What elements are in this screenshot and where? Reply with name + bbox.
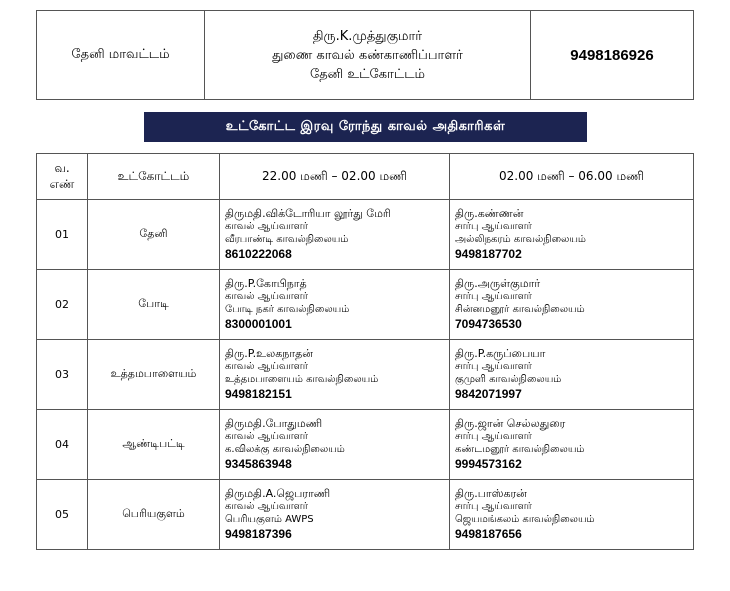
officer-rank: சார்பு ஆய்வாளர் (455, 361, 532, 372)
table-row (37, 200, 694, 270)
officer-phone: 9994573162 (455, 457, 522, 471)
officer-rank: காவல் ஆய்வாளர் (225, 431, 308, 442)
table-row (37, 340, 694, 410)
shift2-officer (450, 270, 694, 340)
col-shift1-header: 22.00 மணி – 02.00 மணி (220, 154, 450, 200)
officer-name: திரு.ஜான் செல்லதுரை (455, 417, 566, 430)
dsp-division: தேனி உட்கோட்டம் (309, 66, 425, 82)
shift1-officer (220, 270, 450, 340)
district-name: தேனி மாவட்டம் (37, 11, 205, 100)
officer-phone: 9498187702 (455, 247, 522, 261)
row-division: ஆண்டிபட்டி (88, 410, 220, 480)
officer-name: திரு.அருள்குமார் (455, 277, 541, 290)
night-patrol-banner: உட்கோட்ட இரவு ரோந்து காவல் அதிகாரிகள் (144, 112, 587, 142)
dsp-phone: 9498186926 (531, 11, 694, 100)
shift1-officer (220, 340, 450, 410)
shift2-officer (450, 340, 694, 410)
row-division: பெரியகுளம் (88, 480, 220, 550)
officer-station: பெரியகுளம் AWPS (225, 514, 314, 525)
officer-name: திரு.கண்ணன் (455, 207, 524, 220)
officer-station: சின்னமனூர் காவல்நிலையம் (455, 304, 585, 315)
officer-station: கண்டமனூர் காவல்நிலையம் (455, 444, 585, 455)
shift1-officer (220, 480, 450, 550)
officer-station: அல்லிநகரம் காவல்நிலையம் (455, 234, 586, 245)
officer-station: க.விலக்கு காவல்நிலையம் (225, 444, 345, 455)
shift2-officer (450, 200, 694, 270)
officer-name: திருமதி.விக்டோரியா லூர்து மேரி (225, 207, 391, 220)
dsp-name: திரு.K.முத்துகுமார் (312, 28, 423, 44)
table-row (37, 480, 694, 550)
officer-rank: காவல் ஆய்வாளர் (225, 501, 308, 512)
row-division: தேனி (88, 200, 220, 270)
officer-name: திரு.P.கோபிநாத் (225, 277, 307, 290)
officer-rank: சார்பு ஆய்வாளர் (455, 291, 532, 302)
row-sno: 03 (37, 340, 88, 410)
officer-rank: சார்பு ஆய்வாளர் (455, 431, 532, 442)
shift2-officer (450, 480, 694, 550)
row-sno: 01 (37, 200, 88, 270)
officer-phone: 9498182151 (225, 387, 292, 401)
row-sno: 04 (37, 410, 88, 480)
row-sno: 02 (37, 270, 88, 340)
officer-name: திருமதி.போதுமணி (225, 417, 323, 430)
officer-station: உத்தமபாளையம் காவல்நிலையம் (225, 374, 379, 385)
col-shift2-header: 02.00 மணி – 06.00 மணி (450, 154, 694, 200)
shift2-officer (450, 410, 694, 480)
officer-phone: 9498187656 (455, 527, 522, 541)
officer-phone: 7094736530 (455, 317, 522, 331)
officer-rank: சார்பு ஆய்வாளர் (455, 501, 532, 512)
officer-phone: 8610222068 (225, 247, 292, 261)
officer-rank: சார்பு ஆய்வாளர் (455, 221, 532, 232)
officer-phone: 9345863948 (225, 457, 292, 471)
row-sno: 05 (37, 480, 88, 550)
dsp-designation: துணை காவல் கண்காணிப்பாளர் (272, 47, 463, 63)
row-division: உத்தமபாளையம் (88, 340, 220, 410)
dsp-officer-cell (205, 11, 531, 100)
col-sno-header: வ. எண் (37, 154, 88, 200)
header-table (36, 10, 694, 100)
row-division: போடி (88, 270, 220, 340)
table-header-row (37, 154, 694, 200)
officer-station: வீரபாண்டி காவல்நிலையம் (225, 234, 349, 245)
officer-name: திரு.பாஸ்கரன் (455, 487, 527, 500)
officer-phone: 9498187396 (225, 527, 292, 541)
officer-station: குமுளி காவல்நிலையம் (455, 374, 562, 385)
officer-rank: காவல் ஆய்வாளர் (225, 291, 308, 302)
officer-rank: காவல் ஆய்வாளர் (225, 221, 308, 232)
shift1-officer (220, 200, 450, 270)
officer-rank: காவல் ஆய்வாளர் (225, 361, 308, 372)
officer-name: திரு.P.கருப்பையா (455, 347, 546, 360)
col-division-header: உட்கோட்டம் (88, 154, 220, 200)
table-row (37, 270, 694, 340)
officer-phone: 8300001001 (225, 317, 292, 331)
shift1-officer (220, 410, 450, 480)
table-row (37, 410, 694, 480)
patrol-table (36, 153, 694, 550)
officer-station: போடி நகர் காவல்நிலையம் (225, 304, 350, 315)
officer-name: திருமதி.A.ஜெபராணி (225, 487, 331, 500)
officer-name: திரு.P.உலகநாதன் (225, 347, 313, 360)
officer-phone: 9842071997 (455, 387, 522, 401)
officer-station: ஜெயமங்கலம் காவல்நிலையம் (455, 514, 595, 525)
